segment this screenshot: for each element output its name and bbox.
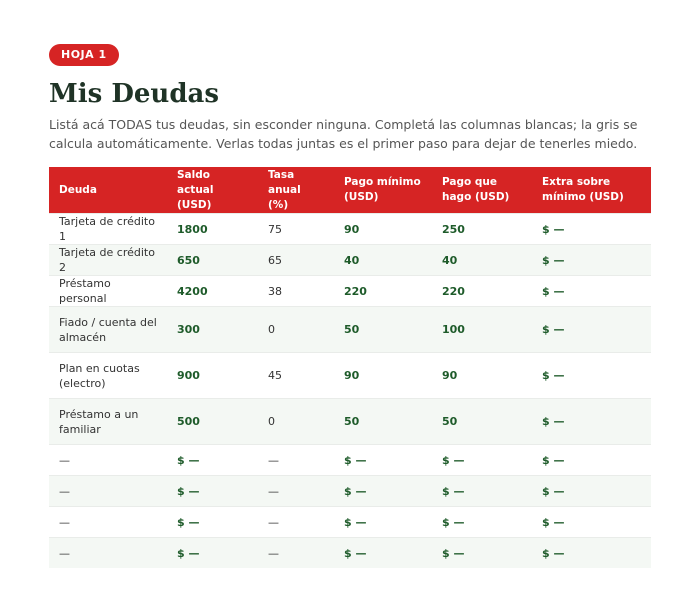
table-row [49, 276, 651, 307]
extra-payment-cell: $ — [532, 307, 651, 353]
minimum-payment-cell[interactable]: 90 [334, 353, 432, 399]
minimum-payment-cell[interactable]: $ — [334, 538, 432, 569]
balance-cell[interactable]: 300 [167, 307, 258, 353]
minimum-payment-cell[interactable]: 50 [334, 399, 432, 445]
column-header-deuda: Deuda [49, 167, 167, 214]
balance-cell[interactable]: $ — [167, 507, 258, 538]
debts-table [49, 167, 651, 568]
table-row [49, 353, 651, 399]
extra-payment-cell: $ — [532, 245, 651, 276]
actual-payment-cell[interactable]: $ — [432, 445, 532, 476]
extra-payment-cell: $ — [532, 353, 651, 399]
actual-payment-cell[interactable]: $ — [432, 538, 532, 569]
balance-cell[interactable]: $ — [167, 476, 258, 507]
debt-name-cell[interactable]: Tarjeta de crédito 1 [49, 214, 167, 245]
column-header-extra-sobre-minimo: Extra sobre mínimo (USD) [532, 167, 651, 214]
table-header-row [49, 167, 651, 214]
actual-payment-cell[interactable]: 90 [432, 353, 532, 399]
extra-payment-cell: $ — [532, 476, 651, 507]
debt-name-cell[interactable]: Fiado / cuenta del almacén [49, 307, 167, 353]
debt-name-cell[interactable]: Plan en cuotas (electro) [49, 353, 167, 399]
extra-payment-cell: $ — [532, 445, 651, 476]
minimum-payment-cell[interactable]: $ — [334, 507, 432, 538]
actual-payment-cell[interactable]: 250 [432, 214, 532, 245]
rate-cell[interactable]: 75 [258, 214, 334, 245]
rate-cell[interactable]: — [258, 445, 334, 476]
balance-cell[interactable]: 650 [167, 245, 258, 276]
rate-cell[interactable]: 0 [258, 399, 334, 445]
balance-cell[interactable]: 4200 [167, 276, 258, 307]
actual-payment-cell[interactable]: 220 [432, 276, 532, 307]
minimum-payment-cell[interactable]: $ — [334, 445, 432, 476]
rate-cell[interactable]: — [258, 507, 334, 538]
minimum-payment-cell[interactable]: 90 [334, 214, 432, 245]
debt-name-cell[interactable]: — [49, 538, 167, 569]
balance-cell[interactable]: $ — [167, 445, 258, 476]
rate-cell[interactable]: 0 [258, 307, 334, 353]
sheet-badge: HOJA 1 [49, 44, 119, 66]
column-header-pago-minimo: Pago mínimo (USD) [334, 167, 432, 214]
table-row [49, 538, 651, 569]
extra-payment-cell: $ — [532, 276, 651, 307]
balance-cell[interactable]: $ — [167, 538, 258, 569]
actual-payment-cell[interactable]: 40 [432, 245, 532, 276]
table-row [49, 507, 651, 538]
actual-payment-cell[interactable]: $ — [432, 507, 532, 538]
minimum-payment-cell[interactable]: $ — [334, 476, 432, 507]
debt-name-cell[interactable]: Préstamo a un familiar [49, 399, 167, 445]
balance-cell[interactable]: 1800 [167, 214, 258, 245]
rate-cell[interactable]: 38 [258, 276, 334, 307]
column-header-tasa-anual: Tasa anual (%) [258, 167, 334, 214]
extra-payment-cell: $ — [532, 214, 651, 245]
balance-cell[interactable]: 900 [167, 353, 258, 399]
rate-cell[interactable]: 65 [258, 245, 334, 276]
page-subtitle: Listá acá TODAS tus deudas, sin esconder ninguna. Completá las columnas blancas; la gris se calcula automáticamente. Verlas todas juntas es el primer paso para dejar de tenerles miedo. [49, 117, 638, 151]
debt-name-cell[interactable]: — [49, 445, 167, 476]
rate-cell[interactable]: — [258, 476, 334, 507]
page-title: Mis Deudas [49, 79, 220, 109]
table-row [49, 445, 651, 476]
column-header-pago-que-hago: Pago que hago (USD) [432, 167, 532, 214]
actual-payment-cell[interactable]: $ — [432, 476, 532, 507]
balance-cell[interactable]: 500 [167, 399, 258, 445]
table-row [49, 476, 651, 507]
debt-name-cell[interactable]: — [49, 476, 167, 507]
rate-cell[interactable]: 45 [258, 353, 334, 399]
debt-name-cell[interactable]: Tarjeta de crédito 2 [49, 245, 167, 276]
table-row [49, 399, 651, 445]
minimum-payment-cell[interactable]: 40 [334, 245, 432, 276]
minimum-payment-cell[interactable]: 220 [334, 276, 432, 307]
debt-name-cell[interactable]: — [49, 507, 167, 538]
actual-payment-cell[interactable]: 100 [432, 307, 532, 353]
column-header-saldo-actual: Saldo actual (USD) [167, 167, 258, 214]
extra-payment-cell: $ — [532, 538, 651, 569]
actual-payment-cell[interactable]: 50 [432, 399, 532, 445]
table-row [49, 307, 651, 353]
debt-name-cell[interactable]: Préstamo personal [49, 276, 167, 307]
minimum-payment-cell[interactable]: 50 [334, 307, 432, 353]
extra-payment-cell: $ — [532, 507, 651, 538]
rate-cell[interactable]: — [258, 538, 334, 569]
table-row [49, 245, 651, 276]
table-row [49, 214, 651, 245]
extra-payment-cell: $ — [532, 399, 651, 445]
